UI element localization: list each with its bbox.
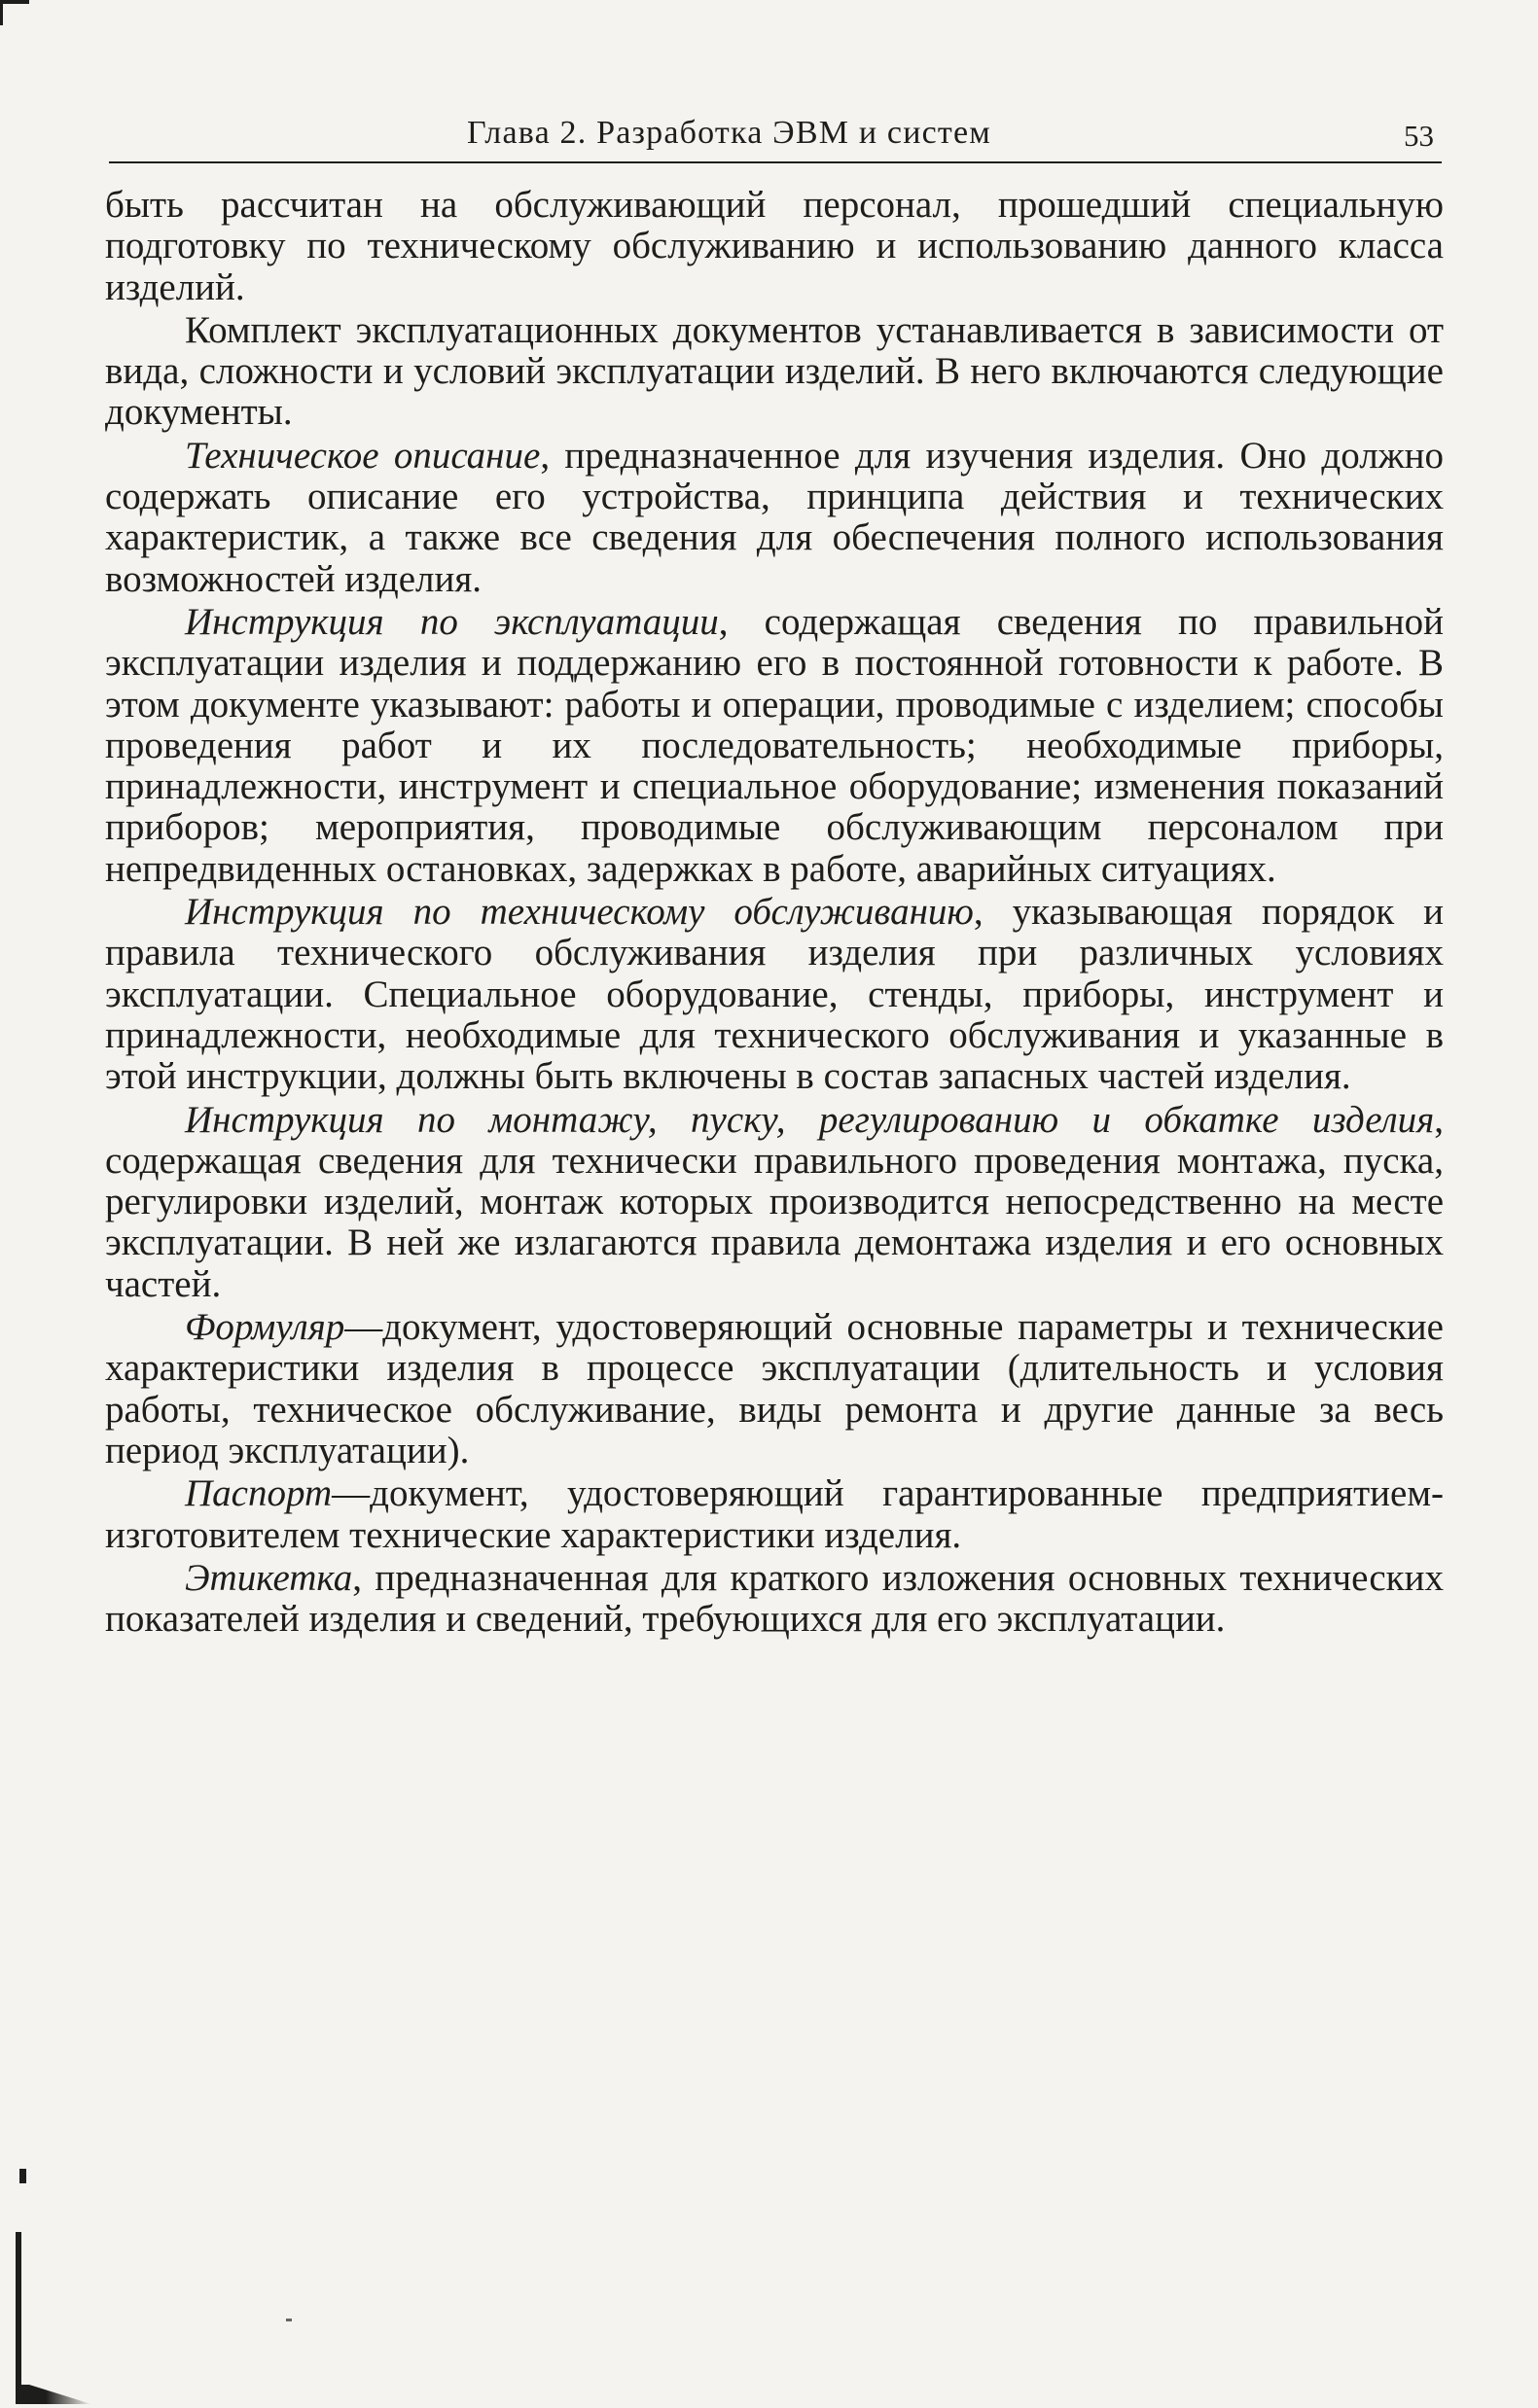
paragraph-text: Комплект эксплуатационных документов устанавливается в зависимости от вида, сложности и условий эксплуатации изделий. В него включаются следующие документы.	[105, 308, 1444, 434]
term-passport: Паспорт	[185, 1472, 333, 1515]
paragraph-continuation	[105, 185, 1444, 308]
chapter-title: Глава 2. Разработка ЭВМ и систем	[467, 115, 991, 151]
paragraph-technical-description	[105, 436, 1444, 600]
paragraph-text: быть рассчитан на обслуживающий персонал, прошедший специальную подготовку по техническому обслуживанию и использованию данного класса изделий.	[105, 184, 1444, 308]
paragraph-operating-instructions	[105, 602, 1444, 890]
scan-corner-mark	[16, 2232, 21, 2403]
paragraph-maintenance-instructions	[105, 892, 1444, 1097]
body-text	[105, 185, 1444, 1642]
term-formulyar: Формуляр	[185, 1306, 345, 1349]
header-rule	[109, 161, 1442, 163]
paragraph-text: , предназначенная для краткого изложения основных технических показателей изделия и сведений, требующихся для его эксплуатации.	[105, 1556, 1444, 1641]
paragraph-text: , содержащая сведения для технически правильного проведения монтажа, пуска, регулировки изделий, монтаж которых производится непосредственно на месте эксплуатации. В ней же излагаются правила демонтажа изделия и его основных частей.	[105, 1098, 1444, 1305]
paragraph-documents-intro	[105, 310, 1444, 434]
term-label: Этикетка	[185, 1556, 353, 1599]
term-maintenance-instructions: Инструкция по техническому обслуживанию	[185, 891, 974, 934]
term-installation-instructions: Инструкция по монтажу, пуску, регулированию и обкатке изделия	[185, 1098, 1435, 1141]
paragraph-passport	[105, 1473, 1444, 1556]
scan-speck	[286, 2319, 292, 2321]
paragraph-formulyar	[105, 1307, 1444, 1471]
paragraph-text: , указывающая порядок и правила технического обслуживания изделия при различных условиях эксплуатации. Специальное оборудование, стенды, приборы, инструмент и принадлежности, необходимые для технического обслуживания и указанные в этой инструкции, должны быть включены в состав запасных частей изделия.	[105, 891, 1444, 1098]
paragraph-installation-instructions	[105, 1100, 1444, 1305]
paragraph-label	[105, 1558, 1444, 1641]
paragraph-text: —документ, удостоверяющий гарантированные предприятием-изготовителем технические характеристики изделия.	[105, 1472, 1444, 1556]
scan-corner-mark	[16, 2385, 91, 2404]
term-operating-instructions: Инструкция по эксплуатации	[185, 600, 719, 643]
running-header	[109, 115, 1442, 163]
paragraph-text: , содержащая сведения по правильной эксплуатации изделия и поддержанию его в постоянной готовности к работе. В этом документе указывают: работы и операции, проводимые с изделием; способы проведения работ и их последовательность; необходимые приборы, принадлежности, инструмент и специальное оборудование; изменения показаний приборов; мероприятия, проводимые обслуживающим персоналом при непредвиденных остановках, задержках в работе, аварийных ситуациях.	[105, 600, 1444, 890]
paragraph-text: —документ, удостоверяющий основные параметры и технические характеристики изделия в процессе эксплуатации (длительность и условия работы, техническое обслуживание, виды ремонта и другие данные за весь период эксплуатации).	[105, 1306, 1444, 1471]
page-number: 53	[1404, 119, 1434, 153]
term-technical-description: Техническое описание	[185, 434, 541, 477]
paragraph-text: , предназначенное для изучения изделия. Оно должно содержать описание его устройства, принципа действия и технических характеристик, а также все сведения для обеспечения полного использования возможностей изделия.	[105, 434, 1444, 600]
scan-mark	[19, 2169, 26, 2183]
scan-corner-mark	[0, 0, 29, 25]
